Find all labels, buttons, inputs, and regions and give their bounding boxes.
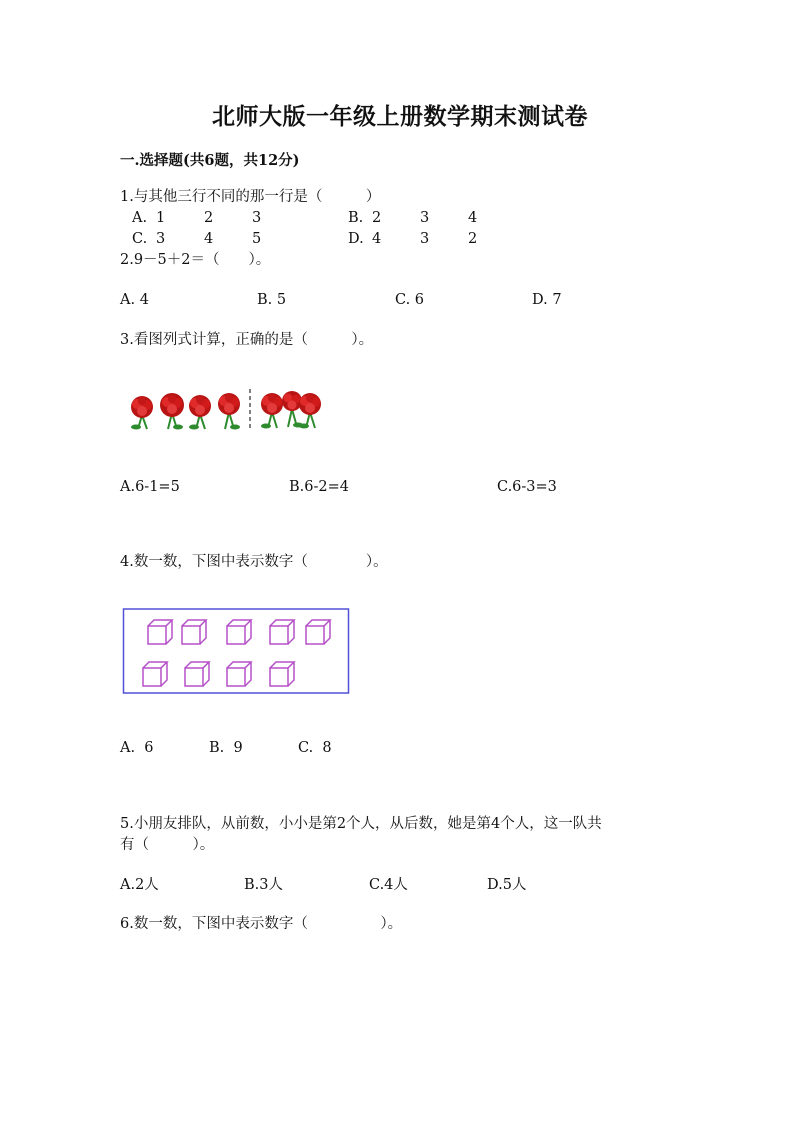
- q3-option-b[interactable]: B.6-2=4: [289, 479, 349, 495]
- cube-icon: [143, 662, 167, 686]
- q3-flower-image: [122, 385, 328, 433]
- cube-icon: [185, 662, 209, 686]
- q1-option-d-num2: 3: [420, 231, 430, 247]
- q5-option-d[interactable]: D.5人: [487, 877, 527, 893]
- q5-stem-line1: 5.小朋友排队，从前数，小小是第2个人，从后数，她是第4个人，这一队共: [120, 816, 602, 832]
- q2-stem: 2.9－5＋2＝（ ）。: [120, 252, 271, 268]
- q4-frame: [124, 609, 349, 693]
- q1-option-c-num2: 4: [204, 231, 214, 247]
- q1-option-d-num3: 2: [468, 231, 478, 247]
- cube-icon: [270, 620, 294, 644]
- cube-icon: [148, 620, 172, 644]
- q1-option-c-num1: 3: [156, 231, 166, 247]
- q1-option-b-num2: 3: [420, 210, 430, 226]
- red-flower-icon: [299, 393, 321, 429]
- q1-option-b-label: B.: [348, 210, 364, 226]
- cube-icon: [227, 620, 251, 644]
- q6-stem: 6.数一数，下图中表示数字（ ）。: [120, 916, 403, 932]
- page-title: 北师大版一年级上册数学期末测试卷: [212, 103, 588, 130]
- red-flower-icon: [160, 393, 184, 430]
- cube-icon: [227, 662, 251, 686]
- q5-option-a[interactable]: A.2人: [120, 877, 159, 893]
- q1-option-b-num3: 4: [468, 210, 478, 226]
- cube-icon: [306, 620, 330, 644]
- q2-option-d[interactable]: D. 7: [532, 292, 562, 308]
- q4-option-c[interactable]: C. 8: [298, 740, 332, 756]
- section-heading: 一.选择题(共6题，共12分): [120, 152, 300, 169]
- red-flower-icon: [218, 393, 240, 430]
- red-flower-icon: [189, 395, 211, 430]
- q4-stem: 4.数一数，下图中表示数字（ ）。: [120, 554, 388, 570]
- q4-cube-image: [122, 606, 350, 696]
- q1-stem: 1.与其他三行不同的那一行是（ ）: [120, 189, 381, 205]
- q4-option-b[interactable]: B. 9: [209, 740, 243, 756]
- q4-option-a[interactable]: A. 6: [120, 740, 154, 756]
- q1-option-d-num1: 4: [372, 231, 382, 247]
- q1-option-c-num3: 5: [252, 231, 262, 247]
- q3-stem: 3.看图列式计算，正确的是（ ）。: [120, 332, 374, 348]
- red-flower-icon: [282, 391, 303, 428]
- q5-stem-line2: 有（ ）。: [120, 837, 215, 853]
- q1-option-a-num1: 1: [156, 210, 166, 226]
- cube-icon: [182, 620, 206, 644]
- q2-option-a[interactable]: A. 4: [120, 292, 149, 308]
- q1-option-c-label: C.: [132, 231, 148, 247]
- q2-option-c[interactable]: C. 6: [395, 292, 425, 308]
- q5-option-c[interactable]: C.4人: [369, 877, 408, 893]
- q1-option-d-label: D.: [348, 231, 364, 247]
- red-flower-icon: [261, 393, 283, 429]
- q3-option-c[interactable]: C.6-3=3: [497, 479, 557, 495]
- q3-option-a[interactable]: A.6-1=5: [120, 479, 180, 495]
- q1-option-a-label: A.: [132, 210, 148, 226]
- q1-option-a-num3: 3: [252, 210, 262, 226]
- q1-option-b-num1: 2: [372, 210, 382, 226]
- q2-option-b[interactable]: B. 5: [257, 292, 287, 308]
- q1-option-a-num2: 2: [204, 210, 214, 226]
- cube-icon: [270, 662, 294, 686]
- red-flower-icon: [131, 396, 153, 430]
- q5-option-b[interactable]: B.3人: [244, 877, 283, 893]
